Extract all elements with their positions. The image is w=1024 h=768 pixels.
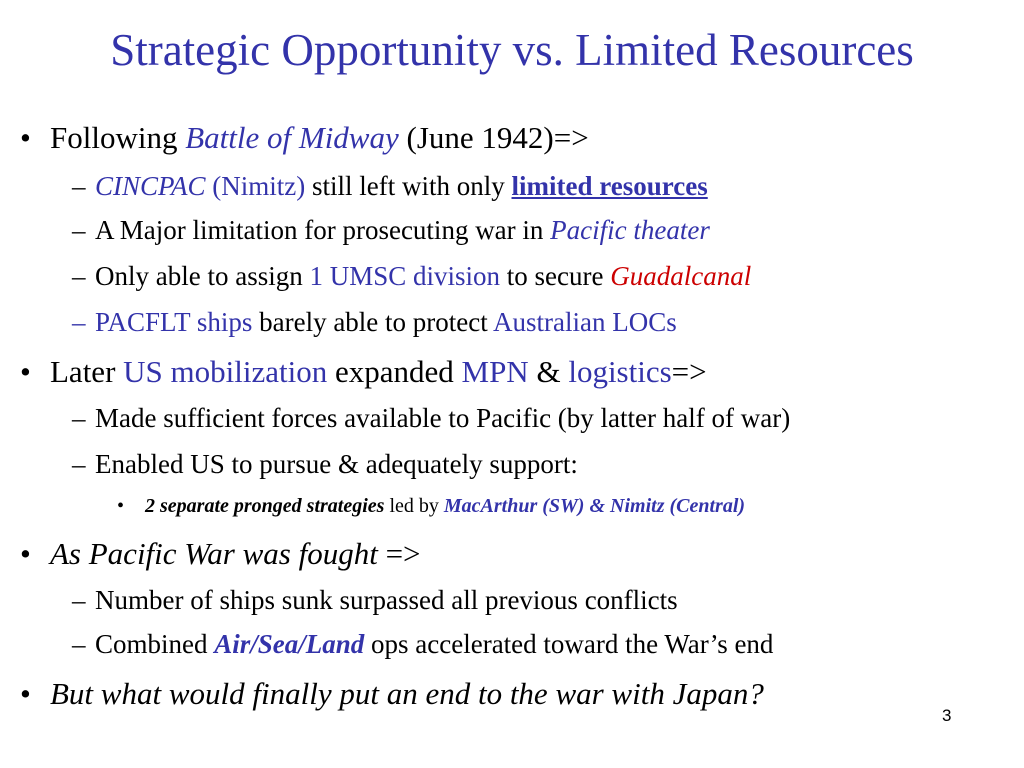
- bullet-dash: –: [72, 171, 86, 201]
- end-of-war-question: But what would finally put an end to the war with Japan?: [50, 676, 764, 711]
- mpn-text: MPN: [461, 354, 529, 389]
- bullet-dash: –: [72, 261, 86, 291]
- bullet-dot: •: [20, 676, 31, 711]
- pacflt-ships-text: PACFLT ships: [95, 307, 253, 337]
- bullet-pacflt: [95, 306, 677, 338]
- to-secure-text: to secure: [500, 261, 611, 291]
- australian-locs-text: Australian LOCs: [493, 307, 677, 337]
- fought-arrow-text: =>: [377, 536, 421, 571]
- bullet-cincpac: [95, 170, 708, 202]
- bullet-dash: –: [72, 215, 86, 245]
- bullet-dash: –: [72, 585, 86, 615]
- nimitz-text: (Nimitz): [205, 171, 306, 201]
- umsc-division-text: 1 UMSC division: [309, 261, 501, 291]
- bullet-combined-ops: [95, 628, 773, 660]
- bullet-major-limitation: [95, 214, 710, 246]
- guadalcanal-text: Guadalcanal: [610, 261, 752, 291]
- enabled-us-text: Enabled US to pursue & adequately support:: [95, 449, 578, 479]
- pacific-war-fought-text: As Pacific War was fought: [50, 536, 378, 571]
- bullet-dash: –: [72, 307, 86, 337]
- bullet-midway-pre: Following: [50, 120, 186, 155]
- ships-sunk-text: Number of ships sunk surpassed all previous conflicts: [95, 585, 678, 615]
- macarthur-nimitz-text: MacArthur (SW) & Nimitz (Central): [443, 495, 746, 517]
- us-mobilization-text: US mobilization: [123, 354, 328, 389]
- bullet-us-mobilization: [50, 354, 707, 390]
- barely-able-text: barely able to protect: [252, 307, 494, 337]
- led-by-text: led by: [384, 495, 444, 517]
- major-limitation-text: A Major limitation for prosecuting war in: [95, 215, 551, 245]
- bullet-end-of-war: [50, 676, 764, 712]
- bullet-midway-post: (June 1942)=>: [398, 120, 589, 155]
- bullet-assign-division: [95, 260, 751, 292]
- limited-resources-link[interactable]: limited resources: [511, 171, 708, 201]
- bullet-pacific-war-fought: [50, 536, 421, 572]
- slide-title: Strategic Opportunity vs. Limited Resources: [110, 25, 914, 75]
- pronged-strategies-text: 2 separate pronged strategies: [145, 495, 385, 517]
- cincpac-text: CINCPAC: [95, 171, 206, 201]
- combined-text: Combined: [95, 629, 215, 659]
- ops-accelerated-text: ops accelerated toward the War’s end: [364, 629, 774, 659]
- bullet-dot: •: [20, 354, 31, 389]
- still-left-text: still left with only: [305, 171, 512, 201]
- logistics-text: logistics: [568, 354, 672, 389]
- ampersand-text: &: [528, 354, 569, 389]
- bullet-dash: –: [72, 629, 86, 659]
- pacific-theater-text: Pacific theater: [550, 215, 710, 245]
- page-number: 3: [942, 706, 952, 725]
- battle-of-midway-text: Battle of Midway: [185, 120, 399, 155]
- sufficient-forces-text: Made sufficient forces available to Pacific (by latter half of war): [95, 403, 791, 433]
- bullet-midway: [50, 120, 589, 156]
- bullet-ships-sunk: [95, 584, 678, 616]
- expanded-text: expanded: [327, 354, 462, 389]
- bullet-dot: •: [20, 120, 31, 155]
- bullet-dot: •: [20, 536, 31, 571]
- arrow-text: =>: [671, 354, 707, 389]
- bullet-dash: –: [72, 449, 86, 479]
- bullet-small-dot: •: [117, 495, 125, 517]
- bullet-dash: –: [72, 403, 86, 433]
- bullet-enabled-us: [95, 448, 578, 480]
- only-able-text: Only able to assign: [95, 261, 310, 291]
- later-text: Later: [50, 354, 124, 389]
- bullet-sufficient-forces: [95, 402, 790, 434]
- bullet-pronged-strategies: [145, 493, 745, 519]
- air-sea-land-text: Air/Sea/Land: [214, 629, 365, 659]
